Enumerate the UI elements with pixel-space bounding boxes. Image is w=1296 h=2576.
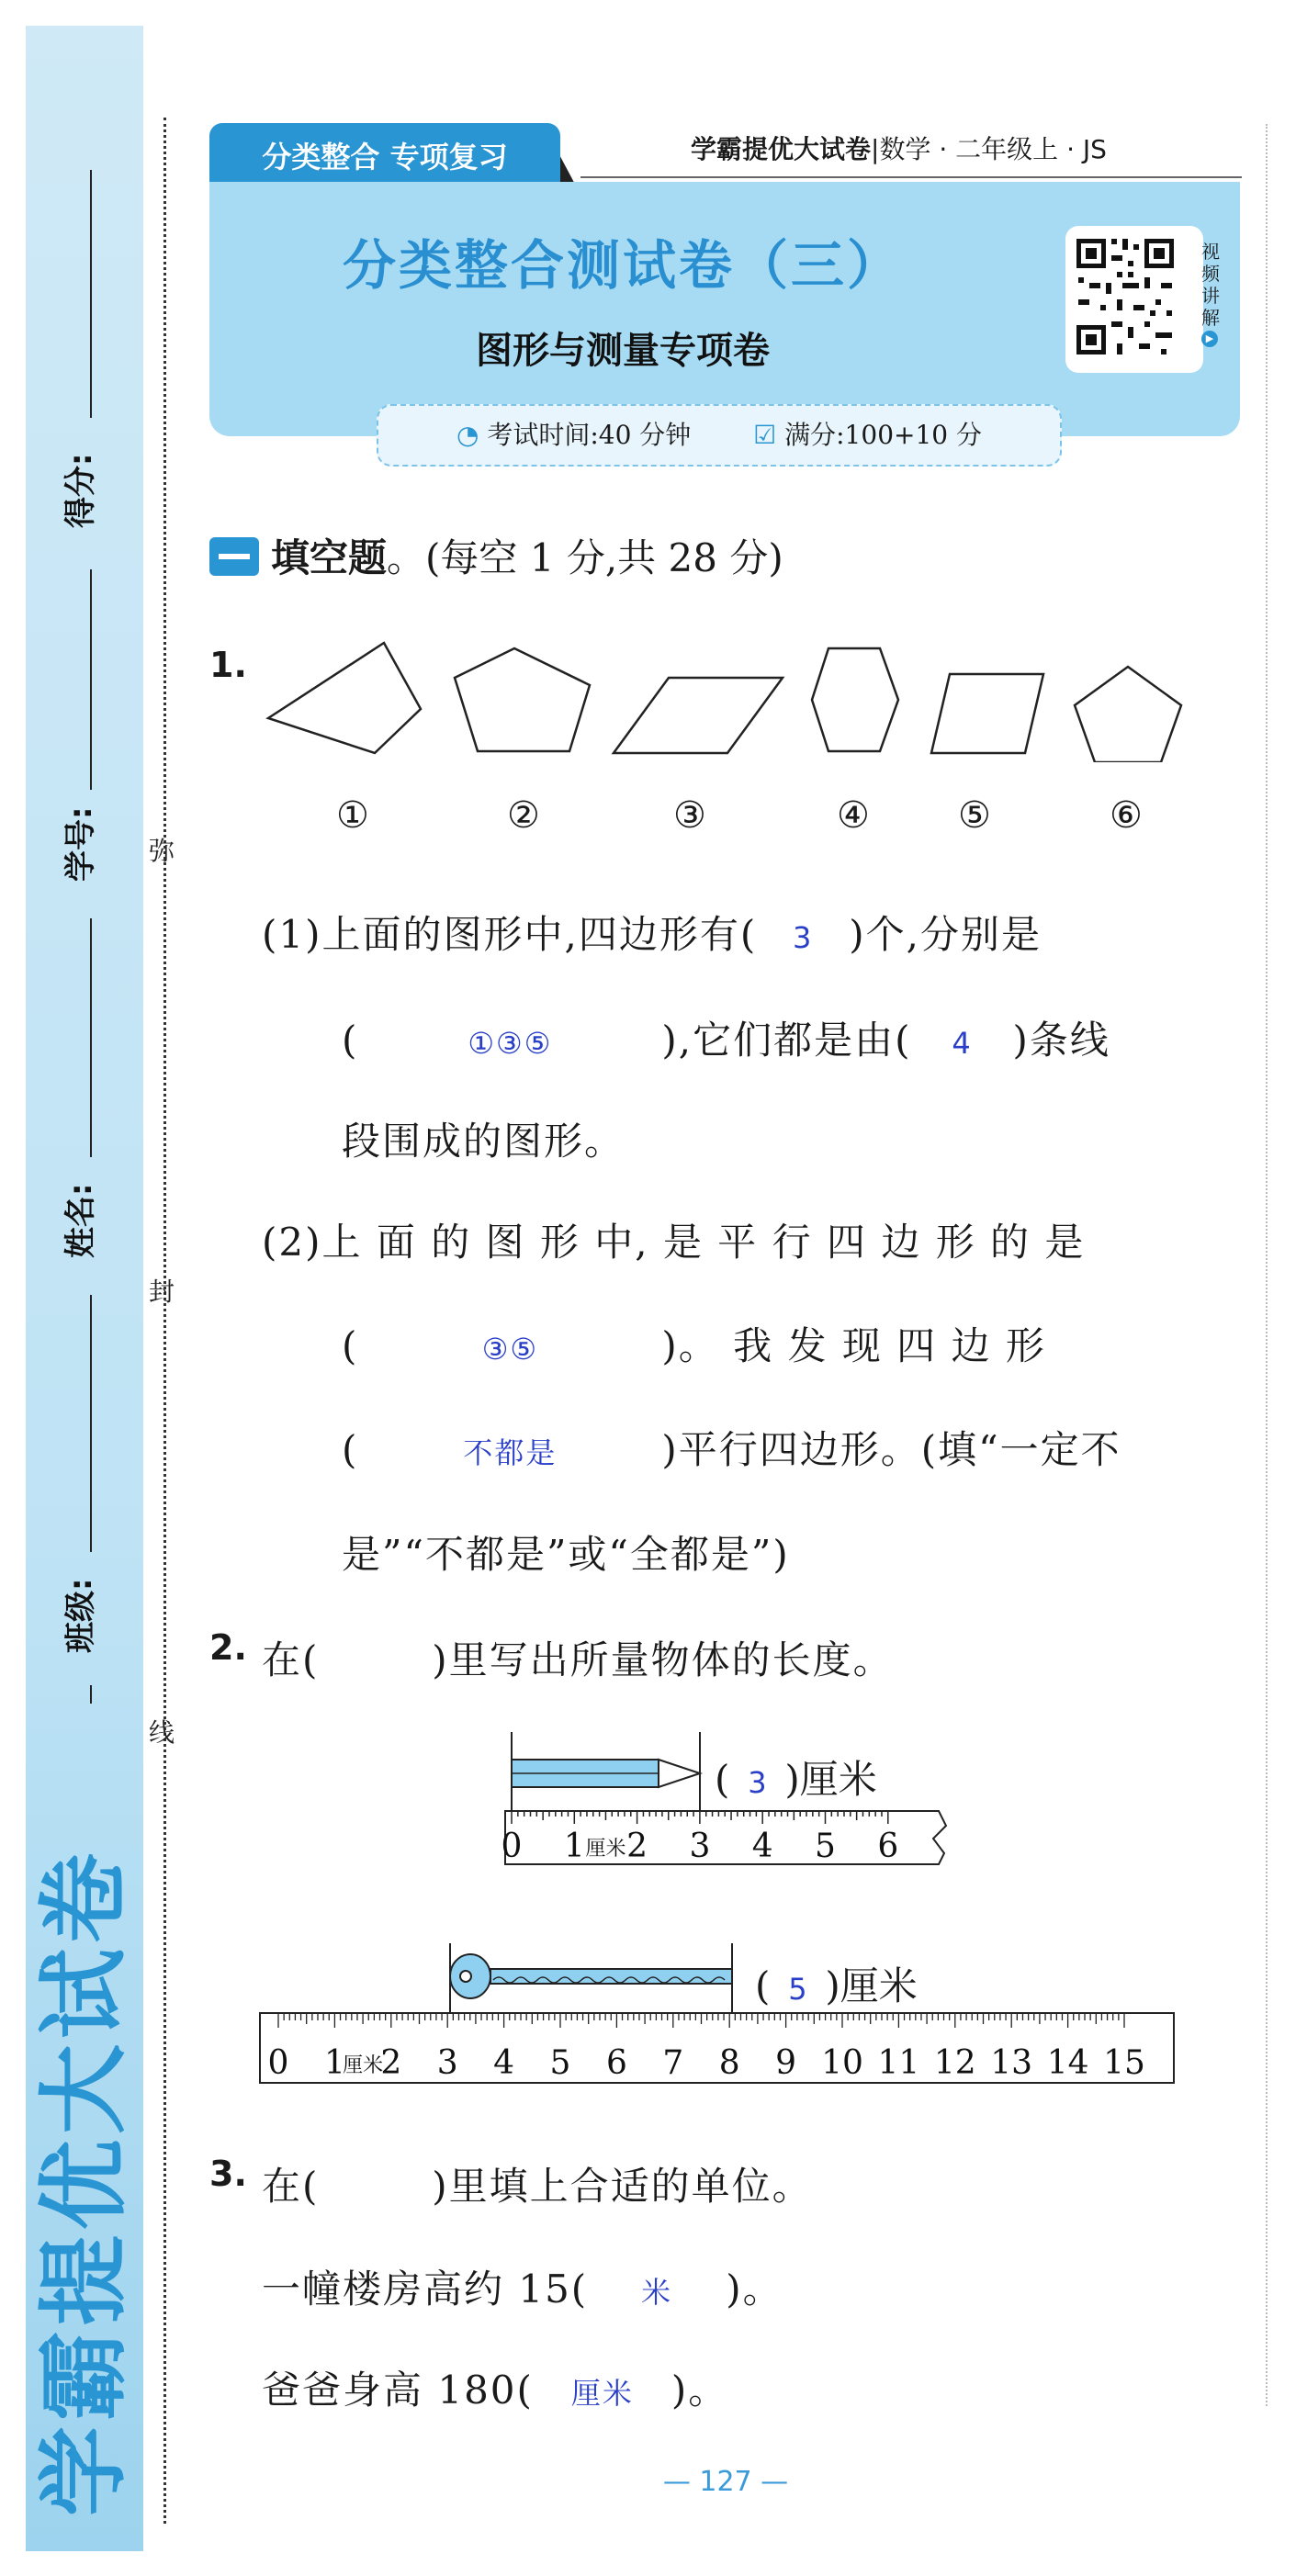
q1-part1-paren-open: ( [342,1018,359,1063]
shape-label-3: ③ [673,794,706,837]
right-margin-line [1266,124,1268,2406]
series-name: 学霸提优大试卷 [691,134,872,164]
student-id-line [90,569,92,790]
shape-label-6: ⑥ [1110,794,1143,837]
q1-part2-line3 [342,1420,1121,1475]
shape-5-parallelogram [931,674,1043,753]
q3-item-a-text: 一幢楼房高约 15( [262,2267,589,2312]
ruler-1-tick-label: 5 [815,1828,836,1865]
answer-pencil-length[interactable]: 3 [748,1765,767,1800]
answer-q1-parallelograms[interactable]: ③⑤ [481,1332,539,1367]
seal-mark-2: 封 [149,1277,175,1307]
binding-dash-line [163,118,166,2524]
ruler-2-tick-label: 6 [605,2044,627,2082]
shape-label-4: ④ [837,794,870,837]
q1-part1-line3: 段围成的图形。 [342,1119,625,1164]
subject: 数学 [879,134,931,164]
shape-4-hexagon [812,648,898,751]
q1-part2-text-b: )。 我 发 现 四 边 形 [661,1323,1046,1368]
name-line [90,918,92,1157]
ruler-2-tick-label: 9 [775,2044,797,2082]
ruler-2-tick-label: 2 [380,2044,402,2082]
clock-icon: ◔ [456,420,479,450]
qr-caption [1201,241,1222,347]
answer-q1-shapes[interactable]: ①③⑤ [468,1026,553,1061]
ruler-1-tick-label: 6 [877,1828,899,1865]
shape-3-parallelogram [614,678,783,753]
seal-mark-3: 线 [149,1717,175,1748]
q2-prompt: 在( )里写出所量物体的长度。 [262,1637,894,1682]
grade: 二年级上 [955,134,1059,164]
exam-info-bar [377,404,1062,467]
q1-shapes [248,634,1295,762]
q1-part1-text-d: )条线 [1012,1018,1110,1063]
section-badge [209,537,259,576]
q1-part2-line4: 是”“不都是”或“全都是”) [342,1532,790,1577]
ruler-2-unit: )厘米 [825,1963,918,2008]
full-score: 满分:100+10 分 [784,420,982,450]
section-number [219,554,250,559]
q1-part1-line2 [342,1010,1110,1065]
qr-caption-text: 视频讲解 [1201,241,1220,329]
q1-part2-line1: (2)上 面 的 图 形 中, 是 平 行 四 边 形 的 是 [262,1220,1086,1265]
ruler-2-tick-label: 15 [1103,2044,1145,2082]
shape-2-pentagon [455,648,590,751]
q1-part1-text-b: )个,分别是 [849,912,1042,957]
class-line [90,1295,92,1552]
key [450,1954,732,1998]
side-brand-text: 学霸提优大试卷 [37,1847,137,2516]
ruler-1-answer [715,1749,877,1805]
ruler-1-tick-label: 3 [689,1828,711,1865]
ruler-2-tick-label: 14 [1046,2044,1089,2082]
q3-prompt: 在( )里填上合适的单位。 [262,2164,813,2209]
ruler-2-tick-label: 1 [323,2044,345,2082]
series-line: 学霸提优大试卷|数学 · 二年级上 · JS [691,134,1107,164]
answer-q1-judgement[interactable]: 不都是 [463,1435,558,1470]
pencil [512,1760,700,1787]
ruler-1-tick-label: 4 [751,1828,773,1865]
class-line-lower [90,1685,92,1704]
ruler-2-tick-label: 4 [493,2044,515,2082]
q3-item-b-end: )。 [671,2368,729,2413]
ruler-2-tick-label: 8 [718,2044,740,2082]
ruler-1-tick-label: 1 [563,1828,585,1865]
q1-number: 1. [209,645,247,685]
answer-height-unit[interactable]: 厘米 [570,2376,634,2411]
ruler-2-tick-label: 12 [933,2044,976,2082]
exam-time: 考试时间:40 分钟 [487,420,692,450]
ruler-2-tick-label: 0 [267,2044,289,2082]
score-label: 得分: [62,453,99,528]
q1-part2-text-c: )平行四边形。(填“一定不 [661,1427,1121,1472]
ruler-2-figure [253,1938,1189,2094]
q1-part1-line1 [262,905,1042,960]
q3-item-b [262,2360,728,2415]
q3-number: 3. [209,2154,247,2194]
answer-building-unit[interactable]: 米 [641,2275,673,2310]
score-line [90,170,92,418]
q1-part2-paren-open-2: ( [342,1427,359,1472]
qr-code-graphic [1065,226,1203,373]
qr-code[interactable] [1065,226,1203,373]
ruler-2-tick-label: 13 [990,2044,1033,2082]
header-rule [580,176,1242,178]
class-label: 班级: [62,1578,99,1653]
q1-part2-paren-open: ( [342,1323,359,1368]
name-label: 姓名: [62,1183,99,1258]
ruler-2-tick-label: 11 [877,2044,920,2082]
ruler-2-tick-label: 3 [436,2044,458,2082]
section-heading [271,528,783,583]
q1-part2-line2 [342,1316,1046,1371]
q1-part1-text-c: ),它们都是由( [661,1018,912,1063]
ruler-1-paren: ( [715,1757,730,1802]
check-icon: ☑ [753,420,777,450]
shape-label-1: ① [336,794,369,837]
edition: JS [1082,134,1107,164]
page-subtitle: 图形与测量专项卷 [476,330,770,372]
section-note: 。(每空 1 分,共 28 分) [387,535,783,580]
ruler-2-tick-label: 10 [821,2044,863,2082]
shape-label-2: ② [507,794,540,837]
ruler-2-unit-label: 厘米 [343,2054,384,2077]
answer-q1-segments[interactable]: 4 [952,1026,973,1061]
q1-part1-text-a: (1)上面的图形中,四边形有( [262,912,758,957]
q2-number: 2. [209,1627,247,1668]
q3-item-a [262,2259,783,2314]
ruler-2-paren: ( [755,1963,771,2008]
page-number: 127 [699,2466,752,2498]
ruler-1-unit-label: 厘米 [585,1838,626,1861]
answer-q1-count[interactable]: 3 [793,920,814,955]
ruler-2-tick-label: 7 [662,2044,684,2082]
play-icon: ▶ [1201,331,1218,347]
ruler-1-tick-label: 2 [626,1828,648,1865]
shape-6-pentagon [1075,667,1181,762]
seal-mark-1: 弥 [149,836,175,866]
ruler-1-tick-label: 0 [501,1828,523,1865]
page-title: 分类整合测试卷（三） [342,234,903,297]
q3-item-b-text: 爸爸身高 180( [262,2368,534,2413]
student-id-label: 学号: [62,806,99,882]
shape-1-quadrilateral [268,643,421,753]
header-tab: 分类整合 专项复习 [209,123,560,191]
answer-key-length[interactable]: 5 [788,1972,807,2007]
side-brand [37,1772,138,2525]
ruler-2-answer [755,1956,918,2011]
shape-label-5: ⑤ [958,794,991,837]
page-footer: — 127 — [662,2466,789,2498]
ruler-1-unit: )厘米 [784,1757,877,1802]
q3-item-a-end: )。 [726,2267,783,2312]
section-title: 填空题 [271,535,388,580]
ruler-2-tick-label: 5 [549,2044,571,2082]
